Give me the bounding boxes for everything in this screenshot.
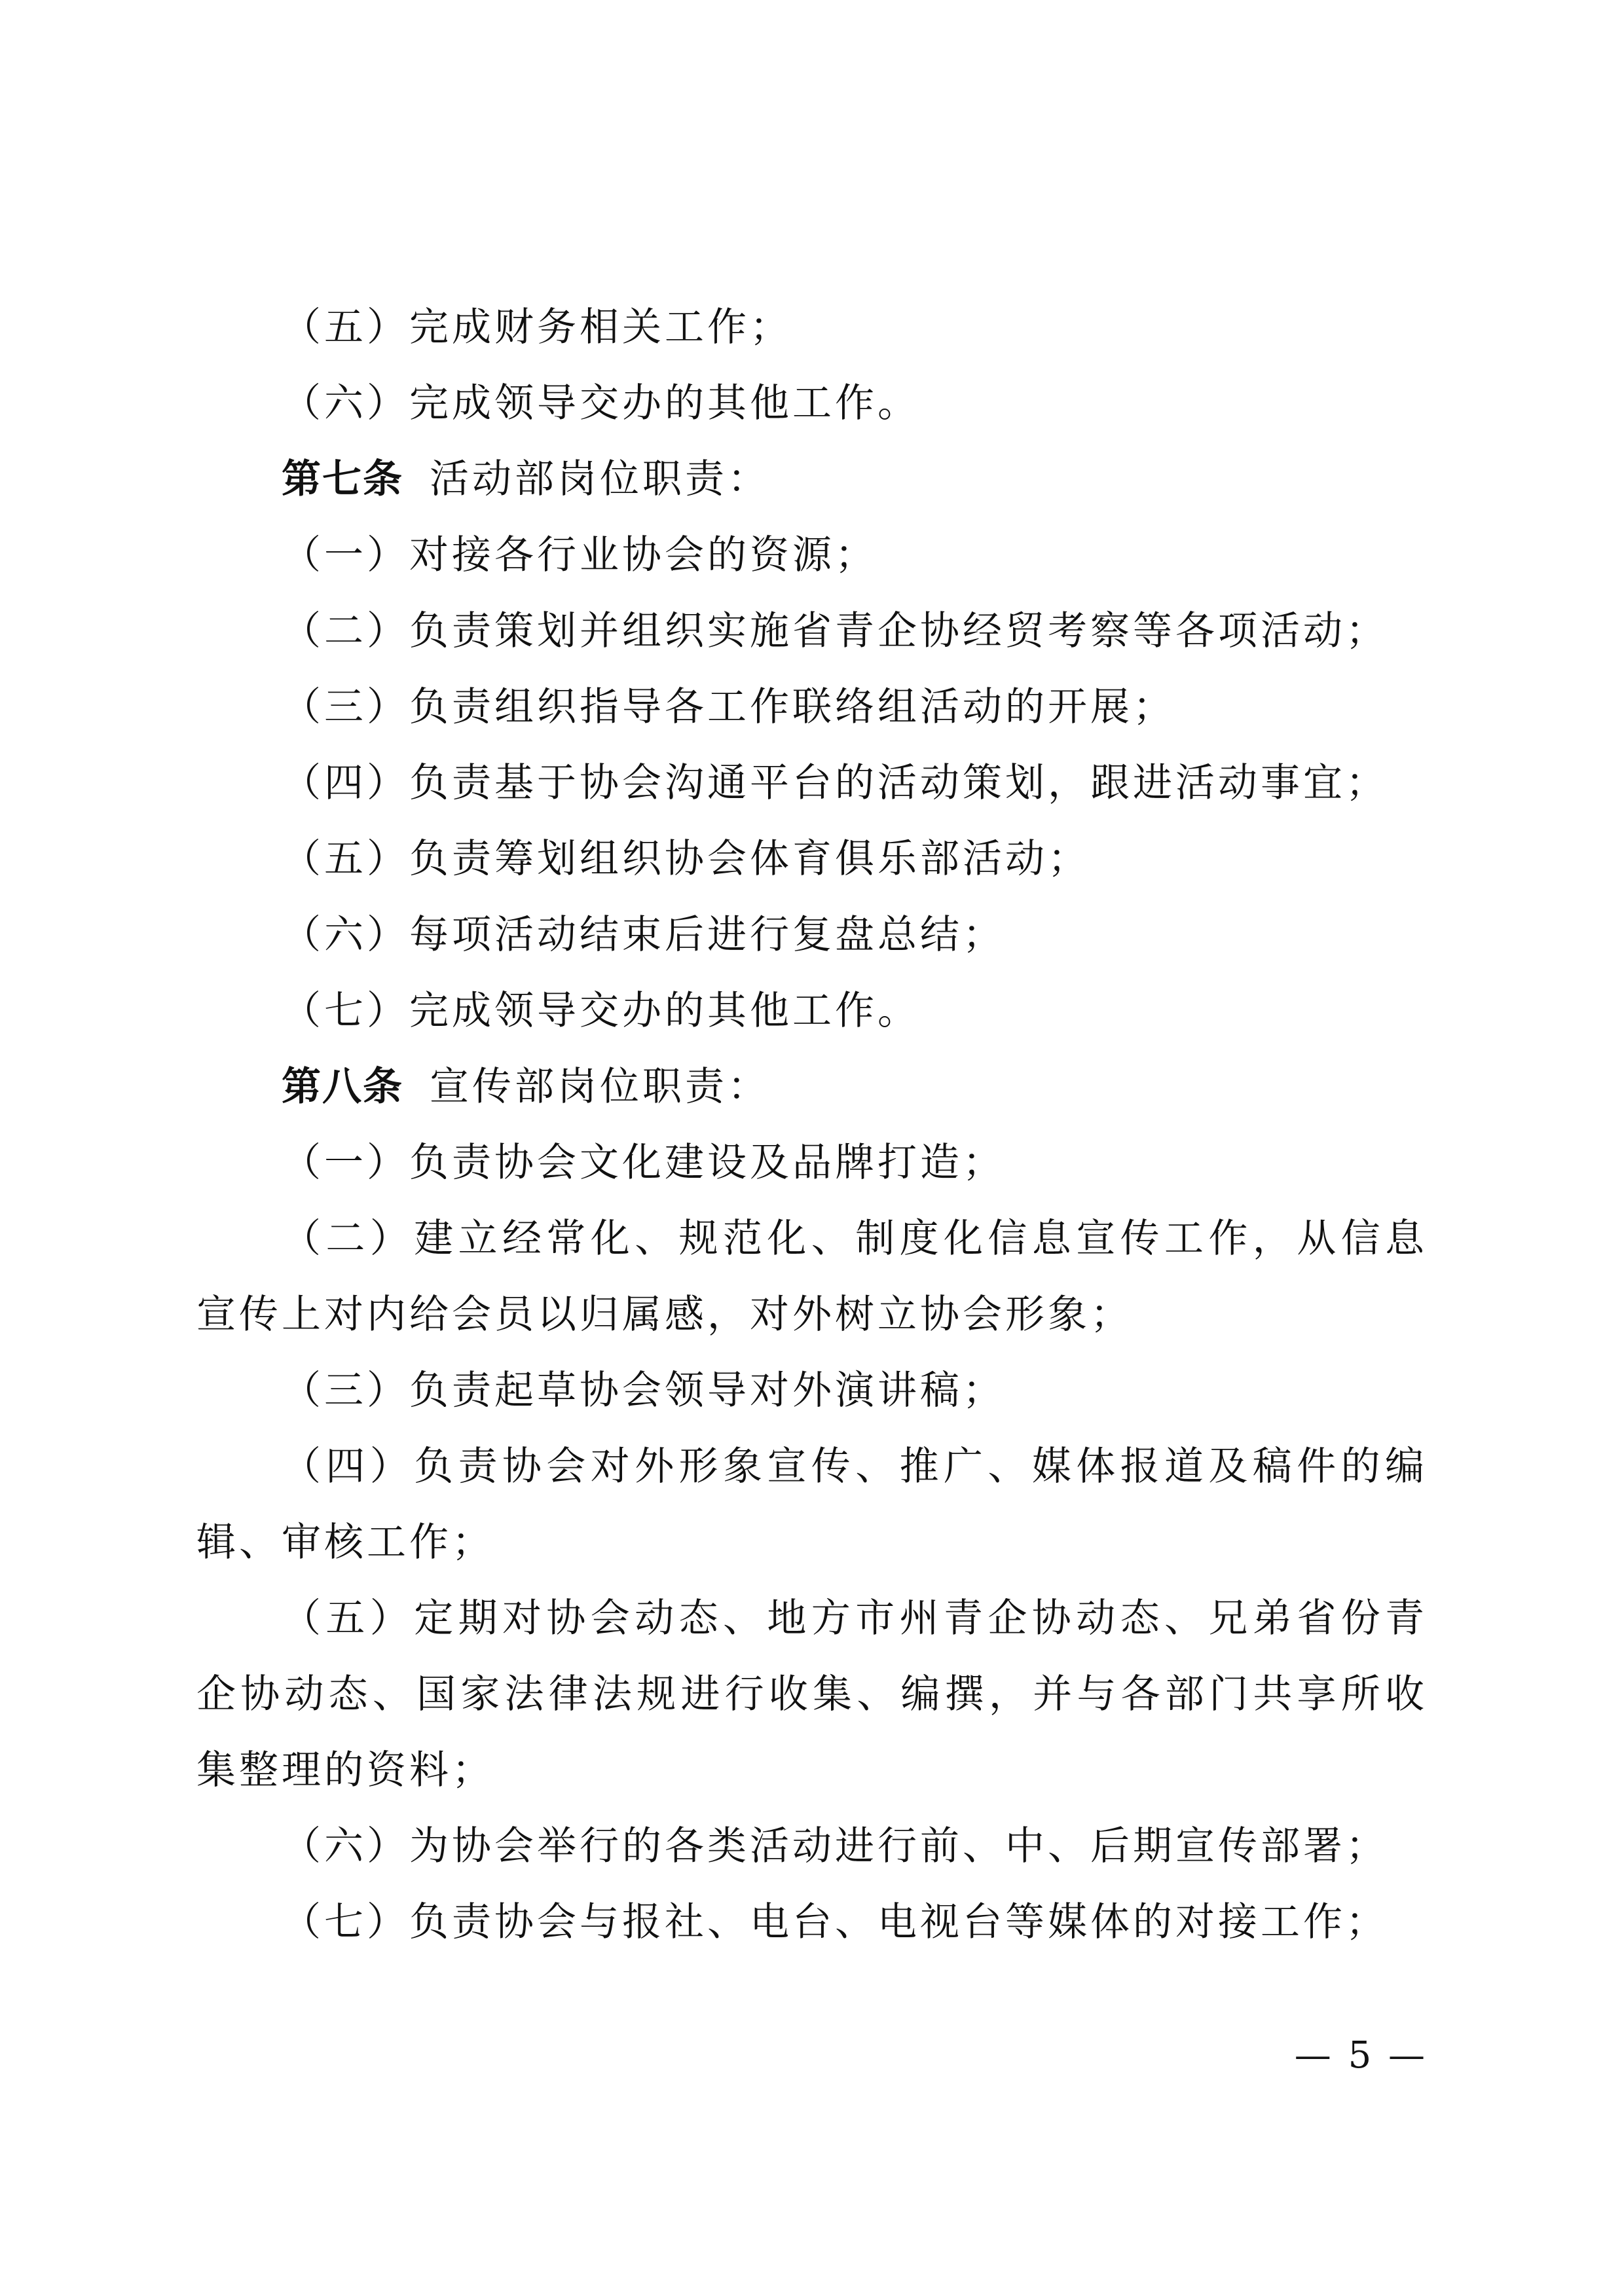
paragraph-line: （四）负责协会对外形象宣传、推广、媒体报道及稿件的编 [282, 1444, 1428, 1489]
paragraph: （六）每项活动结束后进行复盘总结； [282, 912, 1005, 958]
paragraph: （一）对接各行业协会的资源； [282, 532, 877, 578]
paragraph: （五）完成财务相关工作； [282, 304, 792, 350]
paragraph-line: 集整理的资料； [196, 1747, 494, 1793]
paragraph: （四）负责基于协会沟通平台的活动策划，跟进活动事宜； [282, 760, 1388, 806]
paragraph: （一）负责协会文化建设及品牌打造； [282, 1140, 1005, 1186]
paragraph-line: 宣传上对内给会员以归属感，对外树立协会形象； [196, 1292, 1133, 1338]
paragraph-line: 辑、审核工作； [196, 1520, 494, 1565]
paragraph: （五）负责筹划组织协会体育俱乐部活动； [282, 836, 1090, 882]
paragraph-line: 企协动态、国家法律法规进行收集、编撰，并与各部门共享所收 [196, 1671, 1428, 1717]
page-number: — 5 — [1294, 2034, 1428, 2077]
article-seven-heading [282, 441, 1428, 517]
article-title: 活动部岗位职责： [430, 456, 770, 502]
paragraph: （七）负责协会与报社、电台、电视台等媒体的对接工作； [282, 1899, 1388, 1945]
paragraph: （二）负责策划并组织实施省青企协经贸考察等各项活动； [282, 608, 1388, 654]
paragraph: （六）为协会举行的各类活动进行前、中、后期宣传部署； [282, 1823, 1388, 1869]
paragraph-line: （二）建立经常化、规范化、制度化信息宣传工作，从信息 [282, 1216, 1428, 1262]
paragraph: （三）负责组织指导各工作联络组活动的开展； [282, 684, 1175, 730]
paragraph: （六）完成领导交办的其他工作。 [282, 380, 920, 426]
article-title: 宣传部岗位职责： [430, 1064, 770, 1110]
paragraph: （三）负责起草协会领导对外演讲稿； [282, 1368, 1005, 1413]
paragraph: （七）完成领导交办的其他工作。 [282, 988, 920, 1034]
article-number: 第八条 [282, 1064, 403, 1110]
article-eight-heading [282, 1049, 1428, 1125]
article-number: 第七条 [282, 456, 403, 502]
paragraph-line: （五）定期对协会动态、地方市州青企协动态、兄弟省份青 [282, 1595, 1428, 1641]
